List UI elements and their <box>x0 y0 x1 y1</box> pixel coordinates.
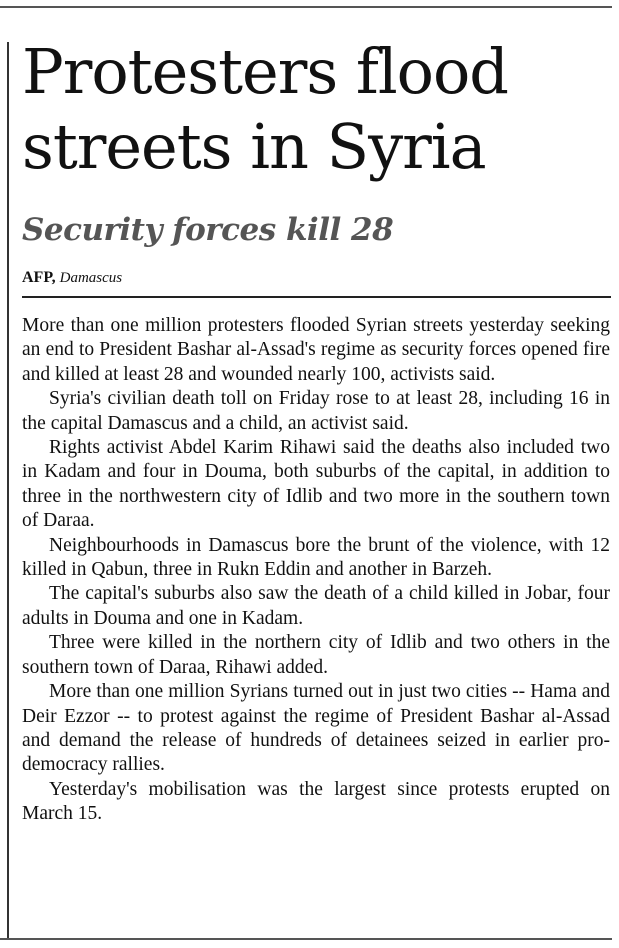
article-subheadline: Security forces kill 28 <box>22 212 394 248</box>
top-border-rule <box>0 6 612 8</box>
left-column-rule <box>7 42 9 938</box>
byline-agency: AFP <box>22 269 52 286</box>
byline-separator: , <box>51 269 56 286</box>
article-byline <box>22 266 122 290</box>
article-paragraph: Yesterday's mobilisation was the largest since protests erupted on March 15. <box>22 778 610 825</box>
article-paragraph: More than one million protesters flooded Syrian streets yesterday seeking an end to President Bashar al-Assad's regime as security forces opened fire and killed at least 28 and wounded nearly 100, activists said. <box>22 315 610 385</box>
article-paragraph: Rights activist Abdel Karim Rihawi said the deaths also included two in Kadam and four in Douma, both suburbs of the capital, in addition to three in the northwestern city of Idlib and two more in the southern town of Daraa. <box>22 437 610 532</box>
article-paragraph: The capital's suburbs also saw the death of a child killed in Jobar, four adults in Douma and one in Kadam. <box>22 583 610 629</box>
byline-location: Damascus <box>59 270 123 286</box>
article-paragraph: Neighbourhoods in Damascus bore the brunt of the violence, with 12 killed in Qabun, three in Rukn Eddin and another in Barzeh. <box>22 534 610 581</box>
article-body <box>22 314 610 827</box>
article-paragraph: Syria's civilian death toll on Friday rose to at least 28, including 16 in the capital Damascus and a child, an activist said. <box>22 388 610 434</box>
article-headline: Protesters flood streets in Syria <box>22 35 508 183</box>
article-paragraph: Three were killed in the northern city of Idlib and two others in the southern town of Daraa, Rihawi added. <box>22 632 610 678</box>
byline-divider <box>22 296 611 298</box>
article-paragraph: More than one million Syrians turned out in just two cities -- Hama and Deir Ezzor -- to protest against the regime of President Bashar al-Assad and demand the release of hundreds of detainees seized in earlier pro-democracy rallies. <box>22 681 610 776</box>
bottom-border-rule <box>0 938 612 940</box>
